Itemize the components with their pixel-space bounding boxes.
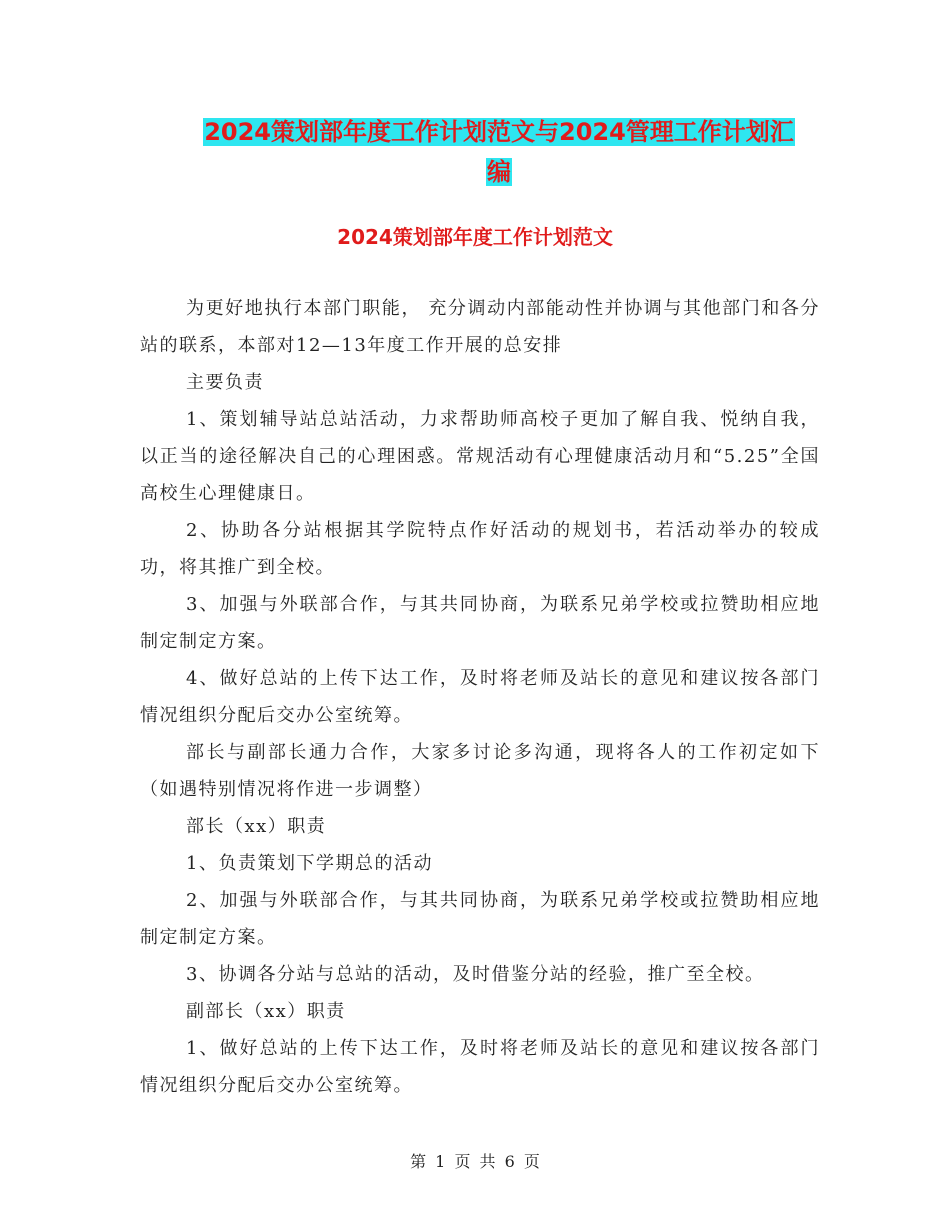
paragraph-heading-director: 部长（xx）职责 — [186, 816, 327, 837]
paragraph-duty-4: 4、做好总站的上传下达工作，及时将老师及站长的意见和建议按各部门情况组织分配后交办公室统筹。 — [140, 668, 820, 726]
paragraph-duty-1: 1、策划辅导站总站活动，力求帮助师高校子更加了解自我、悦纳自我，以正当的途径解决自己的心理困惑。常规活动有心理健康活动月和“5.25”全国高校生心理健康日。 — [140, 409, 820, 504]
paragraph-duty-3: 3、加强与外联部合作，与其共同协商，为联系兄弟学校或拉赞助相应地制定制定方案。 — [140, 594, 820, 652]
paragraph-heading-deputy: 副部长（xx）职责 — [186, 1001, 346, 1022]
document-title — [186, 112, 812, 192]
page-footer: 第 1 页 共 6 页 — [410, 1152, 540, 1171]
paragraph-intro: 为更好地执行本部门职能， 充分调动内部能动性并协调与其他部门和各分站的联系，本部对12—13年度工作开展的总安排 — [140, 298, 820, 356]
document-body — [140, 290, 820, 1104]
paragraph-heading-main-duties: 主要负责 — [186, 372, 264, 393]
paragraph-director-duty-2: 2、加强与外联部合作，与其共同协商，为联系兄弟学校或拉赞助相应地制定制定方案。 — [140, 890, 820, 948]
paragraph-director-duty-1: 1、负责策划下学期总的活动 — [186, 853, 433, 874]
title-line-2: 编 — [487, 158, 511, 186]
section-title: 2024策划部年度工作计划范文 — [337, 225, 613, 249]
paragraph-cooperation: 部长与副部长通力合作，大家多讨论多沟通，现将各人的工作初定如下（如遇特别情况将作进一步调整） — [140, 742, 820, 800]
paragraph-duty-2: 2、协助各分站根据其学院特点作好活动的规划书，若活动举办的较成功，将其推广到全校。 — [140, 520, 820, 578]
paragraph-director-duty-3: 3、协调各分站与总站的活动，及时借鉴分站的经验，推广至全校。 — [186, 964, 765, 985]
paragraph-deputy-duty-1: 1、做好总站的上传下达工作，及时将老师及站长的意见和建议按各部门情况组织分配后交办公室统筹。 — [140, 1038, 820, 1096]
title-line-1: 2024策划部年度工作计划范文与2024管理工作计划汇 — [204, 118, 794, 146]
